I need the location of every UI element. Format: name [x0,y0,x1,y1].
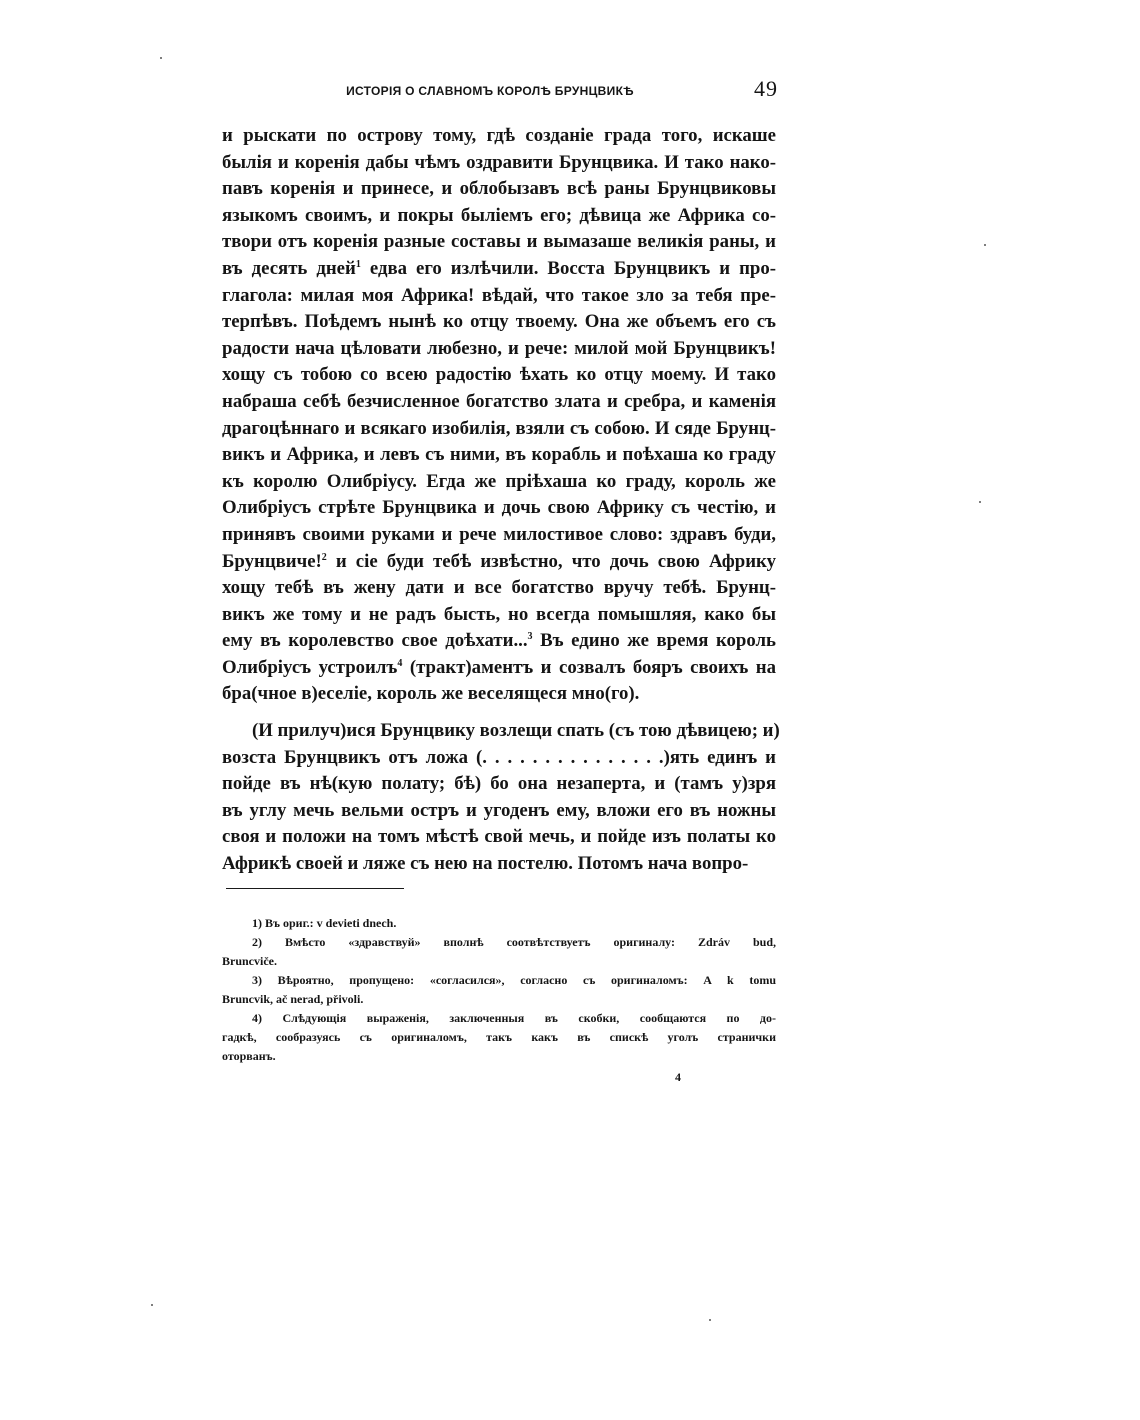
text-segment: Брунцвиче! [222,550,322,572]
text-segment: и сіе буди тебѣ извѣстно, что дочь свою Африку [326,550,776,572]
text-line: возста Брунцвикъ отъ ложа (. . . . . . . . . . . . . . .)ять единъ и [222,746,776,768]
footnote-line: Bruncvik, ač nerad, přivoli. [222,992,364,1006]
text-line: хощу тебѣ въ жену дати и все богатство вручу тебѣ. Брунц- [222,577,776,599]
text-line [222,549,776,576]
text-line [222,256,776,283]
footnote [222,971,776,1009]
main-text [222,123,780,878]
text-line: и рыскати по острову тому, гдѣ созданіе града того, искаше [222,125,776,146]
text-segment: Въ едино же время король [532,630,776,652]
paragraph-1 [222,123,776,708]
footnote-reference: 2 [321,551,327,563]
text-segment: ему въ королевство свое доѣхати... [222,630,528,652]
footnote [222,1009,776,1066]
text-line: языкомъ своимъ, и покры быліемъ его; дѣвица же Африка со- [222,204,776,226]
text-segment: въ десять дней [222,257,356,279]
text-line: бра(чное в)еселіе, король же веселящеся мно(го). [222,683,640,705]
text-line: радости нача цѣловати любезно, и рече: милой мой Брунцвикъ! [222,337,776,359]
footnote-line: гадкѣ, сообразуясь съ оригиналомъ, такъ какъ въ спискѣ уголъ странички [222,1030,776,1044]
scan-speck [709,1319,711,1321]
text-line: терпѣвъ. Поѣдемъ нынѣ ко отцу твоему. Она же объемъ его съ [222,311,776,333]
text-line: былія и коренія дабы чѣмъ оздравити Брунцвика. И тако нако- [222,151,776,173]
text-line: Африкѣ своей и ляже съ нею на постелю. Потомъ нача вопро- [222,853,749,875]
footnote-reference: 4 [397,657,403,669]
scan-speck [160,57,162,59]
text-line: набраша себѣ безчисленное богатство злата и сребра, и каменія [222,390,776,412]
running-title: ИСТОРІЯ О СЛАВНОМЪ КОРОЛѢ БРУНЦВИКѢ [346,84,634,98]
scan-speck [151,1304,153,1306]
text-line [222,628,776,655]
text-line: викъ же тому и не радъ бысть, но всегда помышляя, како бы [222,603,776,625]
footnote-reference: 1 [355,258,361,270]
footnote [222,914,776,933]
footnote-line: Bruncviče. [222,954,277,968]
footnote-line: 4) Слѣдующія выраженія, заключенныя въ скобки, сообщаются по до- [252,1011,776,1025]
footnotes [222,914,776,1066]
text-line: драгоцѣннаго и всякаго изобилія, взяли съ собою. И сяде Брунц- [222,417,776,439]
scan-speck [979,501,981,503]
page-number: 49 [754,76,778,101]
paragraph-gap [222,708,776,718]
paragraph-2 [222,718,780,878]
footnote-line: 2) Вмѣсто «здравствуй» вполнѣ соотвѣтствуетъ оригиналу: Zdráv bud, [252,935,776,949]
text-line: пойде въ нѣ(кую полату; бѣ) бо она незаперта, и (тамъ у)зря [222,773,776,795]
text-line: хощу съ тобою со всею радостію ѣхать ко отцу моему. И тако [222,364,776,386]
text-segment: едва его излѣчили. Восста Брунцвикъ и про- [360,257,776,279]
footnote-line: оторванъ. [222,1049,276,1063]
text-line: викъ и Африка, и левъ съ ними, въ корабль и поѣхаша ко граду [222,444,776,466]
text-line: принявъ своими руками и рече милостивое слово: здравъ буди, [222,523,776,545]
footnote-line: 1) Въ ориг.: v devieti dnech. [252,916,397,930]
signature-mark: 4 [675,1070,681,1084]
text-line: глагола: милая моя Африка! вѣдай, что такое зло за тебя пре- [222,284,776,306]
scan-speck [984,244,986,246]
text-line [222,655,776,682]
text-line: павъ коренія и принесе, и облобызавъ всѣ раны Брунцвиковы [222,178,776,200]
text-line: въ углу мечь вельми остръ и угоденъ ему, вложи его въ ножны [222,799,776,821]
text-line: къ королю Олибріусу. Егда же пріѣхаша ко граду, король же [222,470,776,492]
text-line: своя и положи на томъ мѣстѣ свой мечь, и пойде изъ полаты ко [222,826,776,848]
text-segment: Олибріусъ устроилъ [222,656,398,678]
footnote-reference: 3 [527,631,533,643]
text-segment: (тракт)аментъ и созвалъ бояръ своихъ на [402,656,777,678]
footnote [222,933,776,971]
text-line: Олибріусъ стрѣте Брунцвика и дочь свою Африку съ честію, и [222,497,776,519]
text-line: твори отъ коренія разные составы и вымазаше великія раны, и [222,231,776,253]
text-line: (И прилуч)ися Брунцвику возлещи спать (съ тою дѣвицею; и) [252,720,780,742]
footnote-rule [226,888,404,889]
footnote-line: 3) Вѣроятно, пропущено: «согласился», согласно съ оригиналомъ: A k tomu [252,973,776,987]
